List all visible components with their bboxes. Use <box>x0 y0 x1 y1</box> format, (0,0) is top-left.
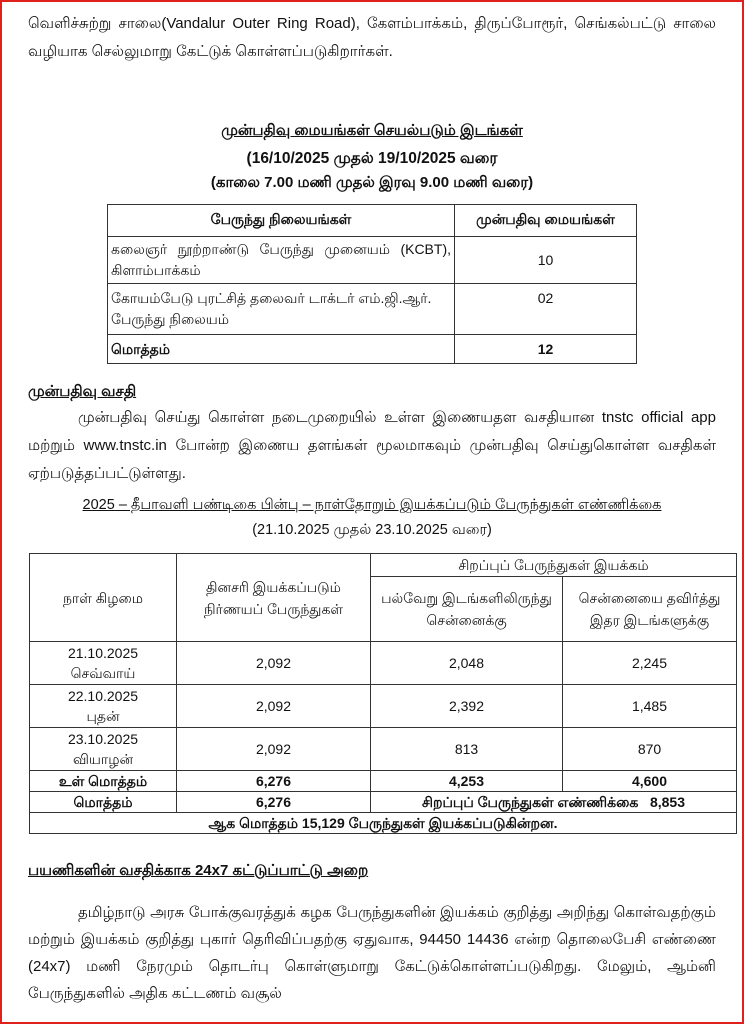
to-chennai-count: 2,392 <box>371 685 563 728</box>
date: 23.10.2025 <box>67 731 139 747</box>
column-header-stations: பேருந்து நிலையங்கள் <box>108 205 455 237</box>
control-room-paragraph: தமிழ்நாடு அரசு போக்குவரத்துக் கழக பேருந்துகளின் இயக்கம் குறித்து அறிந்து கொள்வதற்கும் மற்றும் இயக்கம் குறித்து புகார் தெரிவிப்பதற்கு ஏதுவாக, 94450 14436 என்ற தொலைபேசி எண்ணை (24x7) மணி நேரமும் தொடர்பு கொள்ளுமாறு கேட்டுக்கொள்ளப்படுகிறது. மேலும், ஆம்னி பேருந்துகளில் அதிக கட்டணம் வசூல் <box>28 904 716 1002</box>
total-daily: 6,276 <box>177 792 371 813</box>
total-value: 12 <box>455 335 637 364</box>
table-row <box>30 685 737 728</box>
daily-count: 2,092 <box>177 685 371 728</box>
center-count: 02 <box>455 284 637 335</box>
subtotal-label: உள் மொத்தம் <box>30 771 177 792</box>
table-row <box>30 642 737 685</box>
other-places-count: 870 <box>563 728 737 771</box>
station-name: கோயம்பேடு புரட்சித் தலைவர் டாக்டர் எம்.ஜி.ஆர். பேருந்து நிலையம் <box>108 284 455 335</box>
total-label: மொத்தம் <box>108 335 455 364</box>
booking-facility-heading: முன்பதிவு வசதி <box>28 383 137 400</box>
other-places-count: 2,245 <box>563 642 737 685</box>
column-header-to-chennai: பல்வேறு இடங்களிலிருந்து சென்னைக்கு <box>371 577 563 642</box>
total-label: மொத்தம் <box>30 792 177 813</box>
subtotal-to-chennai: 4,253 <box>371 771 563 792</box>
table-row <box>108 284 637 335</box>
grand-total-text: ஆக மொத்தம் 15,129 பேருந்துகள் இயக்கப்படுகின்றன. <box>30 813 737 834</box>
weekday: செவ்வாய் <box>70 665 136 681</box>
special-total-label: சிறப்புப் பேருந்துகள் எண்ணிக்கை <box>421 794 639 810</box>
table-row <box>30 728 737 771</box>
column-header-daily: தினசரி இயக்கப்படும் நிர்ணயப் பேருந்துகள் <box>177 554 371 642</box>
special-total-value: 8,853 <box>649 794 685 810</box>
date: 22.10.2025 <box>67 688 139 704</box>
weekday: வியாழன் <box>72 751 134 767</box>
center-count: 10 <box>455 237 637 284</box>
total-row <box>30 792 737 813</box>
booking-centers-time-range: (காலை 7.00 மணி முதல் இரவு 9.00 மணி வரை) <box>210 174 534 191</box>
daily-count: 2,092 <box>177 642 371 685</box>
subtotal-other-places: 4,600 <box>563 771 737 792</box>
weekday: புதன் <box>86 708 120 724</box>
buses-heading: 2025 – தீபாவளி பண்டிகை பின்பு – நாள்தோறும் இயக்கப்படும் பேருந்துகள் எண்ணிக்கை <box>82 497 662 513</box>
booking-centers-heading: முன்பதிவு மையங்கள் செயல்படும் இடங்கள் <box>221 122 523 139</box>
day-cell <box>30 728 177 771</box>
day-cell <box>30 642 177 685</box>
date: 21.10.2025 <box>67 645 139 661</box>
daily-count: 2,092 <box>177 728 371 771</box>
column-header-centers: முன்பதிவு மையங்கள் <box>455 205 637 237</box>
daily-buses-table <box>29 553 737 834</box>
column-header-day: நாள் கிழமை <box>30 554 177 642</box>
table-header-row <box>108 205 637 237</box>
booking-facility-paragraph: முன்பதிவு செய்து கொள்ள நடைமுறையில் உள்ள இணையதள வசதியான tnstc official app மற்றும் www.tnstc.in போன்ற இணைய தளங்கள் மூலமாகவும் முன்பதிவு செய்துகொள்ள வசதிகள் ஏற்படுத்தப்பட்டுள்ளது. <box>28 409 716 482</box>
day-cell <box>30 685 177 728</box>
to-chennai-count: 813 <box>371 728 563 771</box>
column-header-special-group: சிறப்புப் பேருந்துகள் இயக்கம் <box>371 554 737 577</box>
table-header-row <box>30 554 737 577</box>
table-row <box>108 237 637 284</box>
booking-centers-table <box>107 204 637 364</box>
grand-total-row <box>30 813 737 834</box>
subtotal-row <box>30 771 737 792</box>
booking-centers-date-range: (16/10/2025 முதல் 19/10/2025 வரை <box>246 150 498 167</box>
control-room-heading: பயணிகளின் வசதிக்காக 24x7 கட்டுப்பாட்டு அறை <box>28 862 369 879</box>
to-chennai-count: 2,048 <box>371 642 563 685</box>
table-total-row <box>108 335 637 364</box>
subtotal-daily: 6,276 <box>177 771 371 792</box>
intro-paragraph: வெளிச்சுற்று சாலை(Vandalur Outer Ring Road), கேளம்பாக்கம், திருப்போரூர், செங்கல்பட்டு சாலை வழியாக செல்லுமாறு கேட்டுக் கொள்ளப்படுகிறார்கள். <box>28 15 716 60</box>
special-total-cell <box>371 792 737 813</box>
other-places-count: 1,485 <box>563 685 737 728</box>
station-name: கலைஞர் நூற்றாண்டு பேருந்து முனையம் (KCBT), கிளாம்பாக்கம் <box>108 237 455 284</box>
column-header-other-places: சென்னையை தவிர்த்து இதர இடங்களுக்கு <box>563 577 737 642</box>
buses-date-range: (21.10.2025 முதல் 23.10.2025 வரை) <box>252 522 492 538</box>
